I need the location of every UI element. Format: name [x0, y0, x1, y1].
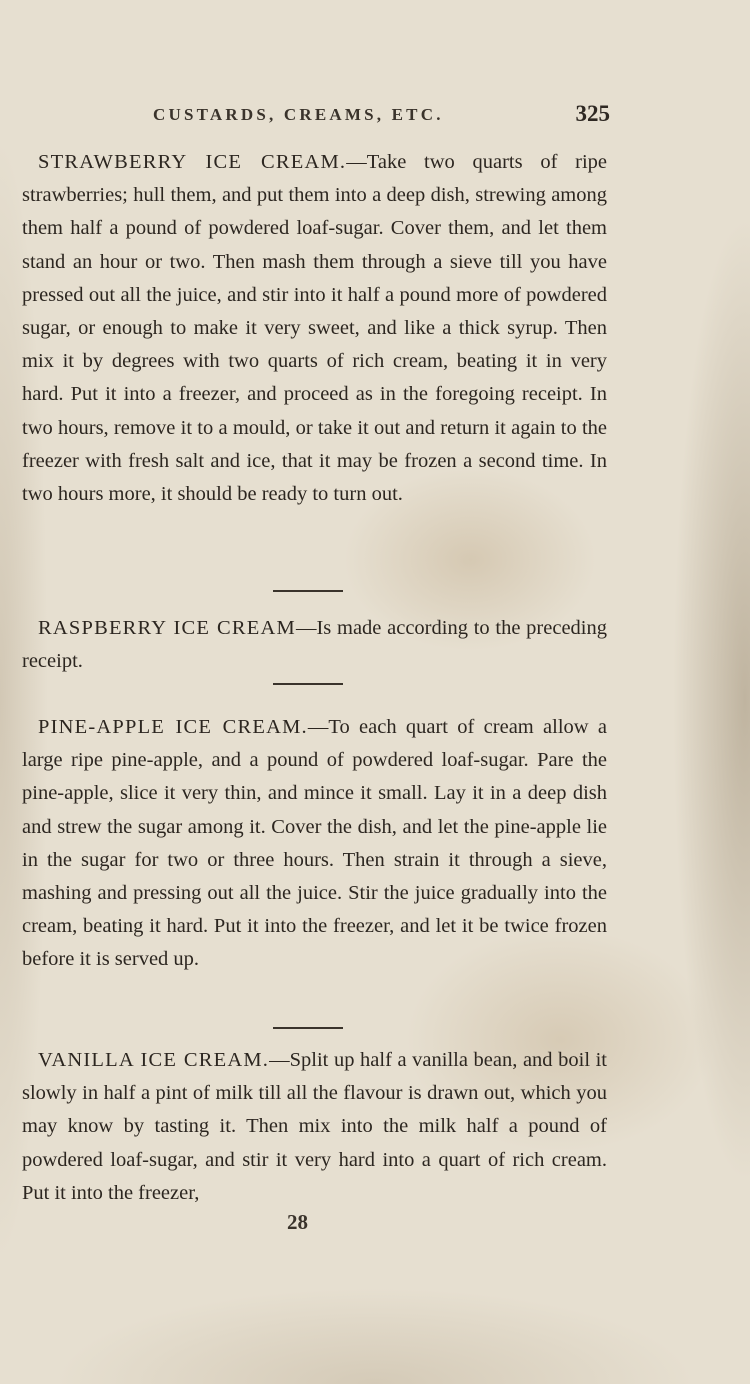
recipe-vanilla-ice-cream	[22, 1044, 607, 1210]
section-title: CUSTARDS, CREAMS, ETC.	[153, 105, 444, 124]
recipe-text: —To each quart of cream allow a large ripe pine-apple, and a pound of powdered loaf-sugar. Pare the pine-apple, slice it very thin, and mince it small. Lay it in a deep dish and strew the sugar among it. Cover the dish, and let the pine-apple lie in the sugar for two or three hours. Then strain it through a sieve, mashing and pressing out all the juice. Stir the juice gradually into the cream, beating it hard. Put it into the freezer, and let it be twice frozen before it is served up.	[22, 716, 607, 971]
recipe-title: PINE-APPLE ICE CREAM.	[38, 716, 308, 738]
running-head	[153, 103, 610, 129]
recipe-strawberry-ice-cream	[22, 146, 607, 511]
section-divider	[273, 1027, 343, 1029]
recipe-title: STRAWBERRY ICE CREAM.	[38, 151, 347, 173]
recipe-text: —Take two quarts of ripe strawberries; hull them, and put them into a deep dish, strewing among them half a pound of powdered loaf-sugar. Cover them, and let them stand an hour or two. Then mash them through a sieve till you have pressed out all the juice, and stir into it half a pound more of powdered sugar, or enough to make it very sweet, and like a thick syrup. Then mix it by degrees with two quarts of rich cream, beating it in very hard. Put it into a freezer, and proceed as in the foregoing receipt. In two hours, remove it to a mould, or take it out and return it again to the freezer with fresh salt and ice, that it may be frozen a second time. In two hours more, it should be ready to turn out.	[22, 151, 607, 506]
recipe-pine-apple-ice-cream	[22, 711, 607, 977]
recipe-title: VANILLA ICE CREAM.	[38, 1049, 270, 1071]
signature-mark: 28	[287, 1210, 308, 1234]
recipe-text: —Is made according to the preceding receipt.	[22, 617, 607, 673]
recipe-text: —Split up half a vanilla bean, and boil it slowly in half a pint of milk till all the flavour is drawn out, which you may know by tasting it. Then mix into the milk half a pound of powdered loaf-sugar, and stir it very hard into a quart of rich cream. Put it into the freezer,	[22, 1049, 607, 1204]
recipe-raspberry-ice-cream	[22, 612, 607, 678]
page-number: 325	[575, 101, 610, 126]
section-divider	[273, 590, 343, 592]
recipe-title: RASPBERRY ICE CREAM	[38, 617, 296, 639]
section-divider	[273, 683, 343, 685]
